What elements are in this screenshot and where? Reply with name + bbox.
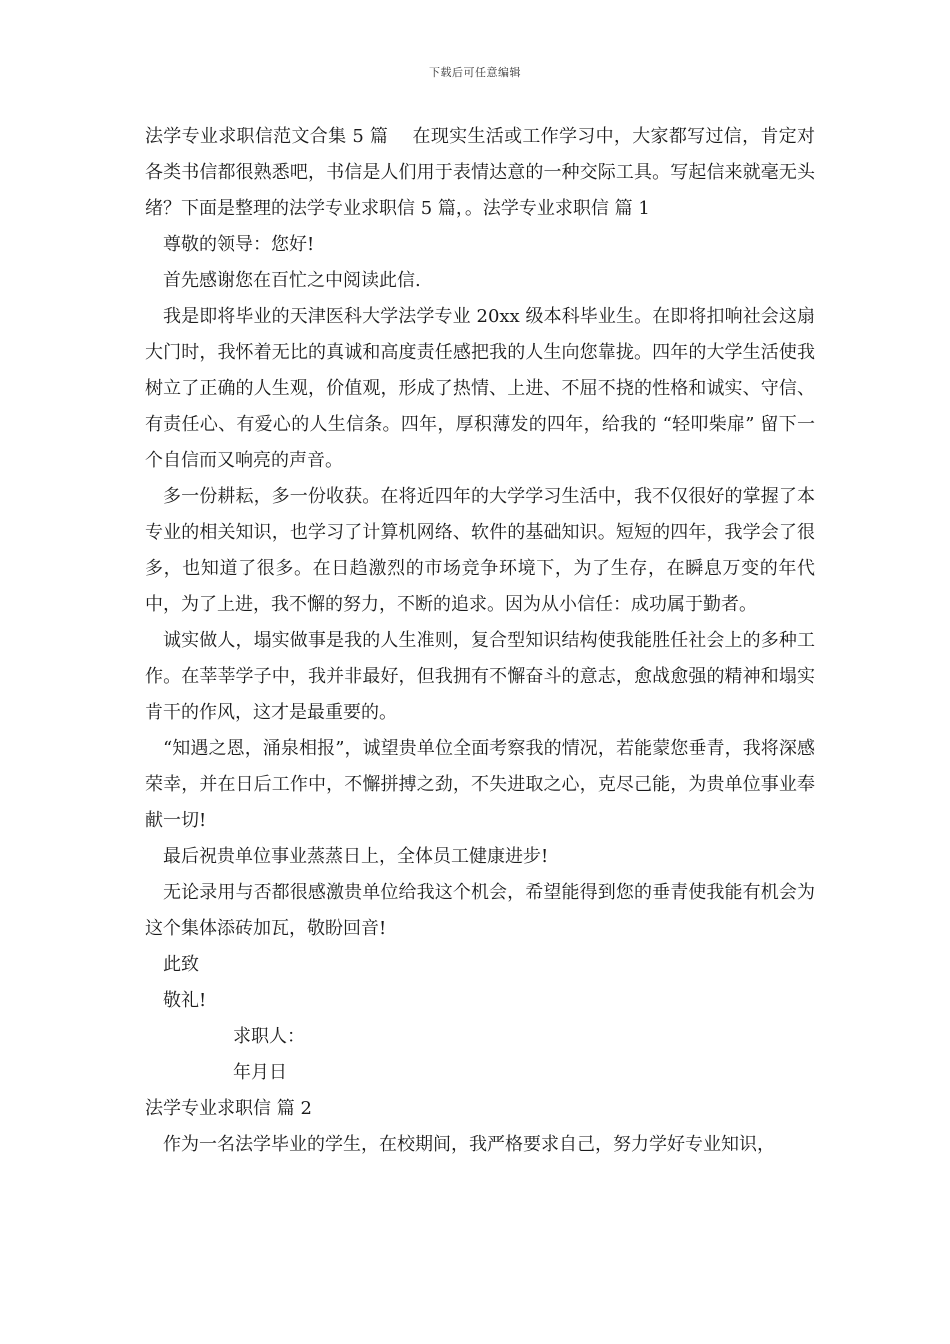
document-body (145, 119, 815, 1163)
page-header: 下载后可任意编辑 (429, 66, 521, 79)
intro-paragraph: 法学专业求职信范文合集 5 篇 在现实生活或工作学习中，大家都写过信，肯定对各类书信都很熟悉吧，书信是人们用于表情达意的一种交际工具。写起信来就毫无头绪？下面是整理的法学专业求职信 5 篇，。法学专业求职信 篇 1 (145, 126, 815, 219)
date-label: 年月日 (233, 1062, 287, 1083)
paragraph-6: 最后祝贵单位事业蒸蒸日上，全体员工健康进步! (163, 846, 549, 867)
greeting: 尊敬的领导：您好! (163, 234, 315, 255)
section-2-title: 法学专业求职信 篇 2 (145, 1098, 312, 1119)
closing-salutation: 此致 (163, 954, 199, 975)
signature-label: 求职人： (233, 1026, 305, 1047)
section-2-paragraph-1: 作为一名法学毕业的学生，在校期间，我严格要求自己，努力学好专业知识， (163, 1134, 775, 1155)
paragraph-1: 首先感谢您在百忙之中阅读此信. (163, 270, 421, 291)
paragraph-5: “知遇之恩，涌泉相报”，诚望贵单位全面考察我的情况，若能蒙您垂青，我将深感荣幸，并在日后工作中，不懈拼搏之劲，不失进取之心，克尽己能，为贵单位事业奉献一切! (145, 738, 815, 831)
closing-regards: 敬礼! (163, 990, 207, 1011)
paragraph-2: 我是即将毕业的天津医科大学法学专业 20xx 级本科毕业生。在即将扣响社会这扇大门时，我怀着无比的真诚和高度责任感把我的人生向您靠拢。四年的大学生活使我树立了正确的人生观，价值观，形成了热情、上进、不屈不挠的性格和诚实、守信、有责任心、有爱心的人生信条。四年，厚积薄发的四年，给我的 “轻叩柴扉” 留下一个自信而又响亮的声音。 (145, 306, 815, 471)
paragraph-7: 无论录用与否都很感激贵单位给我这个机会，希望能得到您的垂青使我能有机会为这个集体添砖加瓦，敬盼回音! (145, 882, 815, 939)
paragraph-4: 诚实做人，塌实做事是我的人生准则，复合型知识结构使我能胜任社会上的多种工作。在莘莘学子中，我并非最好，但我拥有不懈奋斗的意志，愈战愈强的精神和塌实肯干的作风，这才是最重要的。 (145, 630, 815, 723)
paragraph-3: 多一份耕耘，多一份收获。在将近四年的大学学习生活中，我不仅很好的掌握了本专业的相关知识，也学习了计算机网络、软件的基础知识。短短的四年，我学会了很多，也知道了很多。在日趋激烈的市场竞争环境下，为了生存，在瞬息万变的年代中，为了上进，我不懈的努力，不断的追求。因为从小信任：成功属于勤者。 (145, 486, 815, 615)
